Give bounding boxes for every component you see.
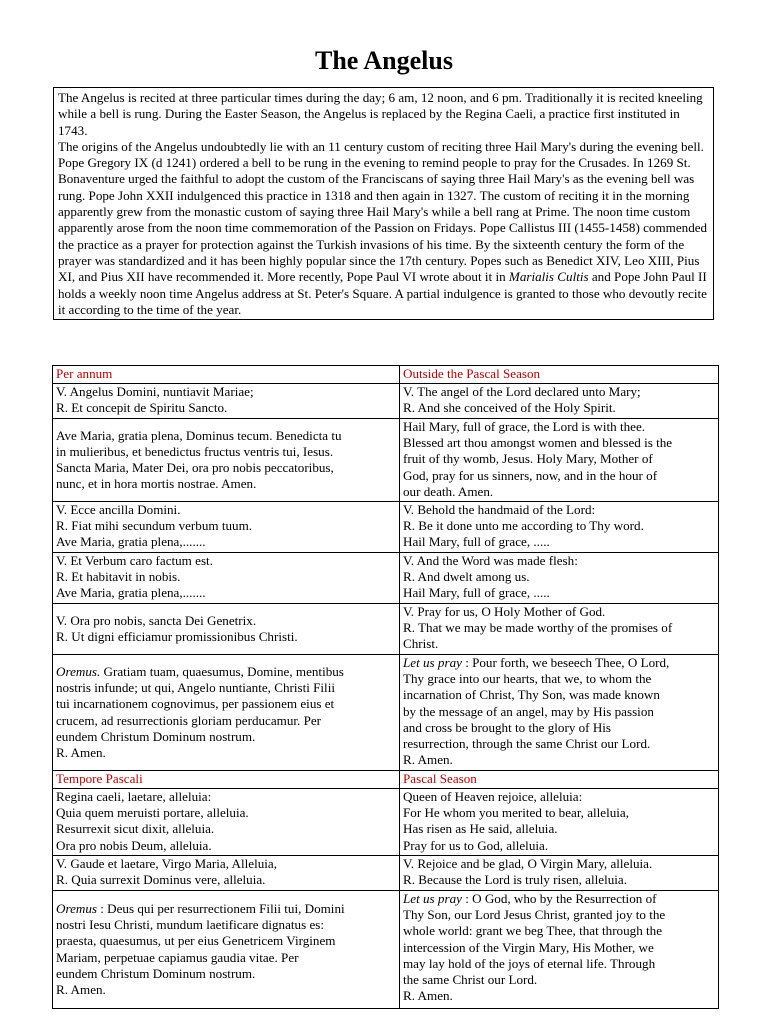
- text-line: nostris infunde; ut qui, Angelo nuntiante, Christi Filii: [56, 680, 335, 696]
- intro-italic-title: Marialis Cultis: [508, 269, 589, 285]
- text-line: Christ.: [403, 636, 439, 652]
- text-line: may lay hold of the joys of eternal life. Through: [403, 955, 656, 971]
- table-row: [53, 419, 719, 502]
- text-line: Queen of Heaven rejoice, alleluia:: [403, 789, 583, 804]
- text-line: eundem Christum Dominum nostrum.: [56, 728, 256, 744]
- oremus-label: Oremus.: [56, 663, 101, 679]
- table-row: [53, 366, 719, 384]
- text-line: God, pray for us sinners, now, and in the hour of: [403, 467, 658, 483]
- table-row: [53, 789, 719, 856]
- text-line: R. Ut digni efficiamur promissionibus Christi.: [56, 629, 298, 644]
- text-line: nostri Iesu Christi, mundum laetificare dignatus es:: [56, 917, 325, 933]
- text-line: Ora pro nobis Deum, alleluia.: [56, 837, 212, 853]
- text-fragment: : Deus qui per resurrectionem Filii tui, Domini: [96, 900, 345, 916]
- table-row: [53, 891, 719, 1009]
- text-line: V. Et Verbum caro factum est.: [56, 553, 213, 568]
- text-line: R. That we may be made worthy of the promises of: [403, 620, 673, 636]
- text-line: Quia quem meruisti portare, alleluia.: [56, 805, 249, 821]
- text-line: Resurrexit sicut dixit, alleluia.: [56, 821, 215, 837]
- text-line: Hail Mary, full of grace, the Lord is with thee.: [403, 419, 646, 434]
- text-line: R. Because the Lord is truly risen, alleluia.: [403, 872, 627, 888]
- text-line: tui incarnationem cognovimus, per passionem eius et: [56, 696, 335, 712]
- text-line: Has risen as He said, alleluia.: [403, 821, 558, 837]
- latin-cell: [53, 419, 400, 502]
- text-line: Regina caeli, laetare, alleluia:: [56, 789, 212, 804]
- intro-text: The origins of the Angelus undoubtedly lie with an 11 century custom of reciting three Hail Mary's during the evening bell. Pope Gregory IX (d 1241) ordered a bell to be rung in the evening to remind people to pray for the Crusades. In 1269 St. Bonaventure urged the faithful to adopt the custom of the Franciscans of saying three Hail Mary's as the evening bell was rung. Pope John XXII indulgenced this practice in 1318 and then again in 1327. The custom of reciting it in the morning apparently grew from the monastic custom of saying three Hail Mary's while a bell rang at Prime. The noon time custom apparently arose from the noon time commemoration of the Passion on Fridays. Pope Callistus III (1455-1458) commended the practice as a prayer for protection against the Turkish invasions of his time. By the sixteenth century the form of the prayer was standardized and it has been highly popular since the 17th century. Popes such as Benedict XIV, Leo XIII, Pius XI, and Pius XII have recommended it. More recently, Pope Paul VI wrote about it in: [58, 138, 708, 285]
- text-line: incarnation of Christ, Thy Son, was made known: [403, 687, 660, 703]
- english-cell: [400, 891, 719, 1009]
- text-fragment: : Pour forth, we beseech Thee, O Lord,: [461, 655, 670, 670]
- header-pascal-season: Pascal Season: [400, 771, 719, 789]
- text-line: eundem Christum Dominum nostrum.: [56, 965, 256, 981]
- text-line: [403, 891, 715, 907]
- text-line: R. Be it done unto me according to Thy word.: [403, 518, 644, 534]
- text-line: intercession of the Virgin Mary, His Mother, we: [403, 939, 654, 955]
- english-cell: [400, 655, 719, 771]
- text-line: Hail Mary, full of grace, .....: [403, 585, 550, 601]
- text-line: V. And the Word was made flesh:: [403, 553, 578, 568]
- text-line: fruit of thy womb, Jesus. Holy Mary, Mother of: [403, 451, 653, 467]
- header-outside-pascal-season: Outside the Pascal Season: [400, 366, 719, 384]
- text-line: [56, 901, 396, 917]
- intro-box: [53, 87, 714, 320]
- text-line: Blessed art thou amongst women and blessed is the: [403, 435, 673, 451]
- text-line: Hail Mary, full of grace, .....: [403, 534, 550, 550]
- text-line: and cross be brought to the glory of His: [403, 719, 612, 735]
- text-line: [403, 655, 715, 671]
- text-line: R. Amen.: [403, 988, 453, 1004]
- table-row: [53, 384, 719, 419]
- text-line: V. The angel of the Lord declared unto Mary;: [403, 384, 641, 399]
- prayer-table: [52, 365, 719, 1009]
- text-fragment: : O God, who by the Resurrection of: [461, 891, 657, 906]
- text-line: V. Pray for us, O Holy Mother of God.: [403, 604, 606, 619]
- english-cell: [400, 553, 719, 604]
- text-line: crucem, ad resurrectionis gloriam perducamur. Per: [56, 712, 322, 728]
- text-line: Ave Maria, gratia plena,.......: [56, 534, 206, 550]
- text-line: R. Amen.: [56, 981, 106, 997]
- english-cell: [400, 502, 719, 553]
- text-line: nunc, et in hora mortis nostrae. Amen.: [56, 476, 257, 492]
- table-row: [53, 856, 719, 891]
- text-line: Sancta Maria, Mater Dei, ora pro nobis peccatoribus,: [56, 460, 334, 475]
- table-row: [53, 604, 719, 655]
- text-line: R. Fiat mihi secundum verbum tuum.: [56, 518, 253, 534]
- text-line: Mariam, perpetuae capiamus gaudia vitae. Per: [56, 949, 299, 965]
- text-line: V. Ora pro nobis, sancta Dei Genetrix.: [56, 612, 257, 628]
- text-line: Ave Maria, gratia plena, Dominus tecum. Benedicta tu: [56, 427, 342, 443]
- intro-text: and Pope John Paul II holds a weekly noon time Angelus address at St. Peter's Square. A partial indulgence is granted to those who devoutly recite it according to the time of the year.: [58, 269, 707, 317]
- text-line: V. Angelus Domini, nuntiavit Mariae;: [56, 384, 254, 399]
- text-line: by the message of an angel, may by His passion: [403, 703, 654, 719]
- english-cell: [400, 789, 719, 856]
- table-row: [53, 553, 719, 604]
- text-line: Thy Son, our Lord Jesus Christ, granted joy to the: [403, 907, 666, 923]
- text-line: R. Amen.: [403, 752, 453, 768]
- table-row: [53, 771, 719, 789]
- latin-cell: [53, 604, 400, 655]
- text-line: V. Behold the handmaid of the Lord:: [403, 502, 596, 517]
- intro-paragraph-2: [58, 139, 709, 318]
- text-line: R. Quia surrexit Dominus vere, alleluia.: [56, 872, 266, 888]
- text-line: [56, 664, 396, 680]
- text-line: R. And she conceived of the Holy Spirit.: [403, 400, 616, 416]
- let-us-pray-label: Let us pray: [403, 891, 462, 906]
- text-line: the same Christ our Lord.: [403, 972, 538, 988]
- text-line: R. Et habitavit in nobis.: [56, 569, 181, 585]
- text-line: in mulieribus, et benedictus fructus ventris tui, Iesus.: [56, 443, 334, 459]
- text-fragment: Gratiam tuam, quaesumus, Domine, mentibus: [100, 663, 344, 679]
- text-line: V. Rejoice and be glad, O Virgin Mary, alleluia.: [403, 856, 653, 871]
- text-line: Ave Maria, gratia plena,.......: [56, 585, 206, 601]
- latin-cell: [53, 789, 400, 856]
- text-line: Pray for us to God, alleluia.: [403, 837, 549, 853]
- text-line: V. Gaude et laetare, Virgo Maria, Alleluia,: [56, 856, 278, 871]
- text-line: resurrection, through the same Christ our Lord.: [403, 736, 651, 752]
- text-line: For He whom you merited to bear, alleluia,: [403, 805, 630, 821]
- page-title: The Angelus: [315, 46, 453, 75]
- oremus-label: Oremus: [56, 900, 97, 916]
- table-row: [53, 655, 719, 771]
- intro-paragraph-1: The Angelus is recited at three particular times during the day; 6 am, 12 noon, and 6 pm. Traditionally it is recited kneeling while a bell is rung. During the Easter Season, the Angelus is replaced by the Regina Caeli, a practice first instituted in 1743.: [58, 90, 703, 138]
- english-cell: [400, 856, 719, 891]
- text-line: praesta, quaesumus, ut per eius Genetricem Virginem: [56, 933, 336, 949]
- text-line: R. Amen.: [56, 744, 106, 760]
- english-cell: [400, 384, 719, 419]
- text-line: V. Ecce ancilla Domini.: [56, 502, 181, 517]
- header-tempore-pascali: Tempore Pascali: [53, 771, 400, 789]
- latin-cell: [53, 655, 400, 771]
- english-cell: [400, 604, 719, 655]
- table-row: [53, 502, 719, 553]
- text-line: Thy grace into our hearts, that we, to whom the: [403, 671, 652, 687]
- let-us-pray-label: Let us pray: [403, 655, 462, 670]
- text-line: whole world: grant we beg Thee, that through the: [403, 923, 663, 939]
- header-per-annum: Per annum: [53, 366, 400, 384]
- english-cell: [400, 419, 719, 502]
- latin-cell: [53, 856, 400, 891]
- latin-cell: [53, 384, 400, 419]
- latin-cell: [53, 502, 400, 553]
- latin-cell: [53, 891, 400, 1009]
- latin-cell: [53, 553, 400, 604]
- text-line: R. And dwelt among us.: [403, 569, 530, 585]
- text-line: our death. Amen.: [403, 483, 494, 499]
- text-line: R. Et concepit de Spiritu Sancto.: [56, 400, 228, 416]
